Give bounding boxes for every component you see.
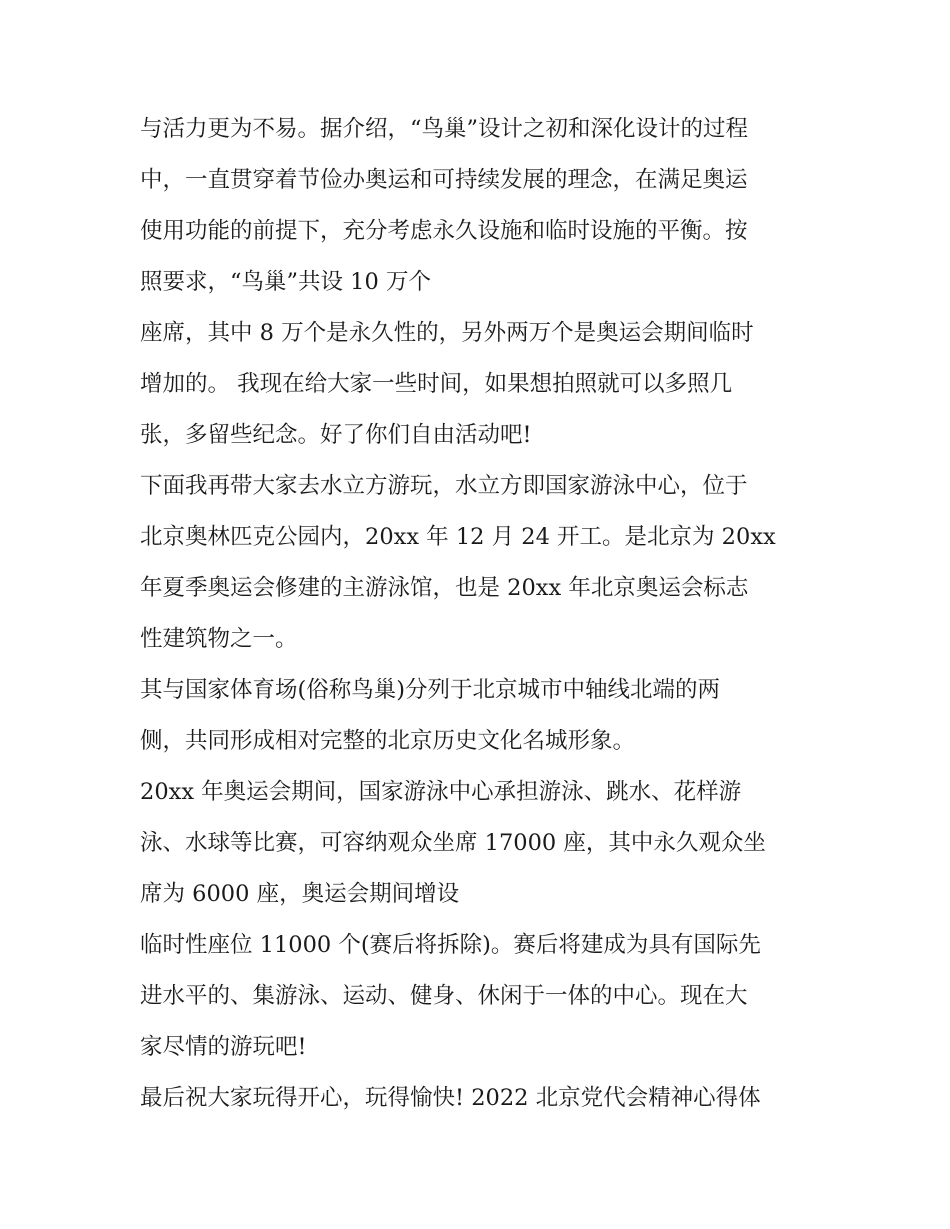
text-line-14: 20xx 年奥运会期间，国家游泳中心承担游泳、跳水、花样游 <box>140 779 742 805</box>
text-line-10: 年夏季奥运会修建的主游泳馆，也是 20xx 年北京奥运会标志 <box>140 575 749 601</box>
text-line-17: 临时性座位 11000 个(赛后将拆除)。赛后将建成为具有国际先 <box>140 932 761 958</box>
text-line-6: 增加的。 我现在给大家一些时间，如果想拍照就可以多照几 <box>140 371 733 397</box>
text-line-12: 其与国家体育场(俗称鸟巢)分列于北京城市中轴线北端的两 <box>140 677 721 703</box>
text-line-15: 泳、水球等比赛，可容纳观众坐席 17000 座，其中永久观众坐 <box>140 830 766 856</box>
text-line-1: 与活力更为不易。据介绍，“鸟巢”设计之初和深化设计的过程 <box>140 116 749 142</box>
text-line-3: 使用功能的前提下，充分考虑永久设施和临时设施的平衡。按 <box>140 218 748 244</box>
text-line-4: 照要求，“鸟巢”共设 10 万个 <box>140 269 431 295</box>
text-line-5: 座席，其中 8 万个是永久性的，另外两万个是奥运会期间临时 <box>140 320 754 346</box>
text-line-9: 北京奥林匹克公园内，20xx 年 12 月 24 开工。是北京为 20xx <box>140 524 776 550</box>
text-line-7: 张，多留些纪念。好了你们自由活动吧! <box>140 422 532 448</box>
text-line-2: 中，一直贯穿着节俭办奥运和可持续发展的理念，在满足奥运 <box>140 167 748 193</box>
text-line-19: 家尽情的游玩吧! <box>140 1034 307 1060</box>
text-line-13: 侧，共同形成相对完整的北京历史文化名城形象。 <box>140 728 636 754</box>
text-line-16: 席为 6000 座，奥运会期间增设 <box>140 881 460 907</box>
document-body <box>140 104 820 1124</box>
text-line-18: 进水平的、集游泳、运动、健身、休闲于一体的中心。现在大 <box>140 983 748 1009</box>
text-line-20: 最后祝大家玩得开心，玩得愉快! 2022 北京党代会精神心得体 <box>140 1085 761 1111</box>
text-line-11: 性建筑物之一。 <box>140 626 298 652</box>
text-line-8: 下面我再带大家去水立方游玩，水立方即国家游泳中心，位于 <box>140 473 748 499</box>
